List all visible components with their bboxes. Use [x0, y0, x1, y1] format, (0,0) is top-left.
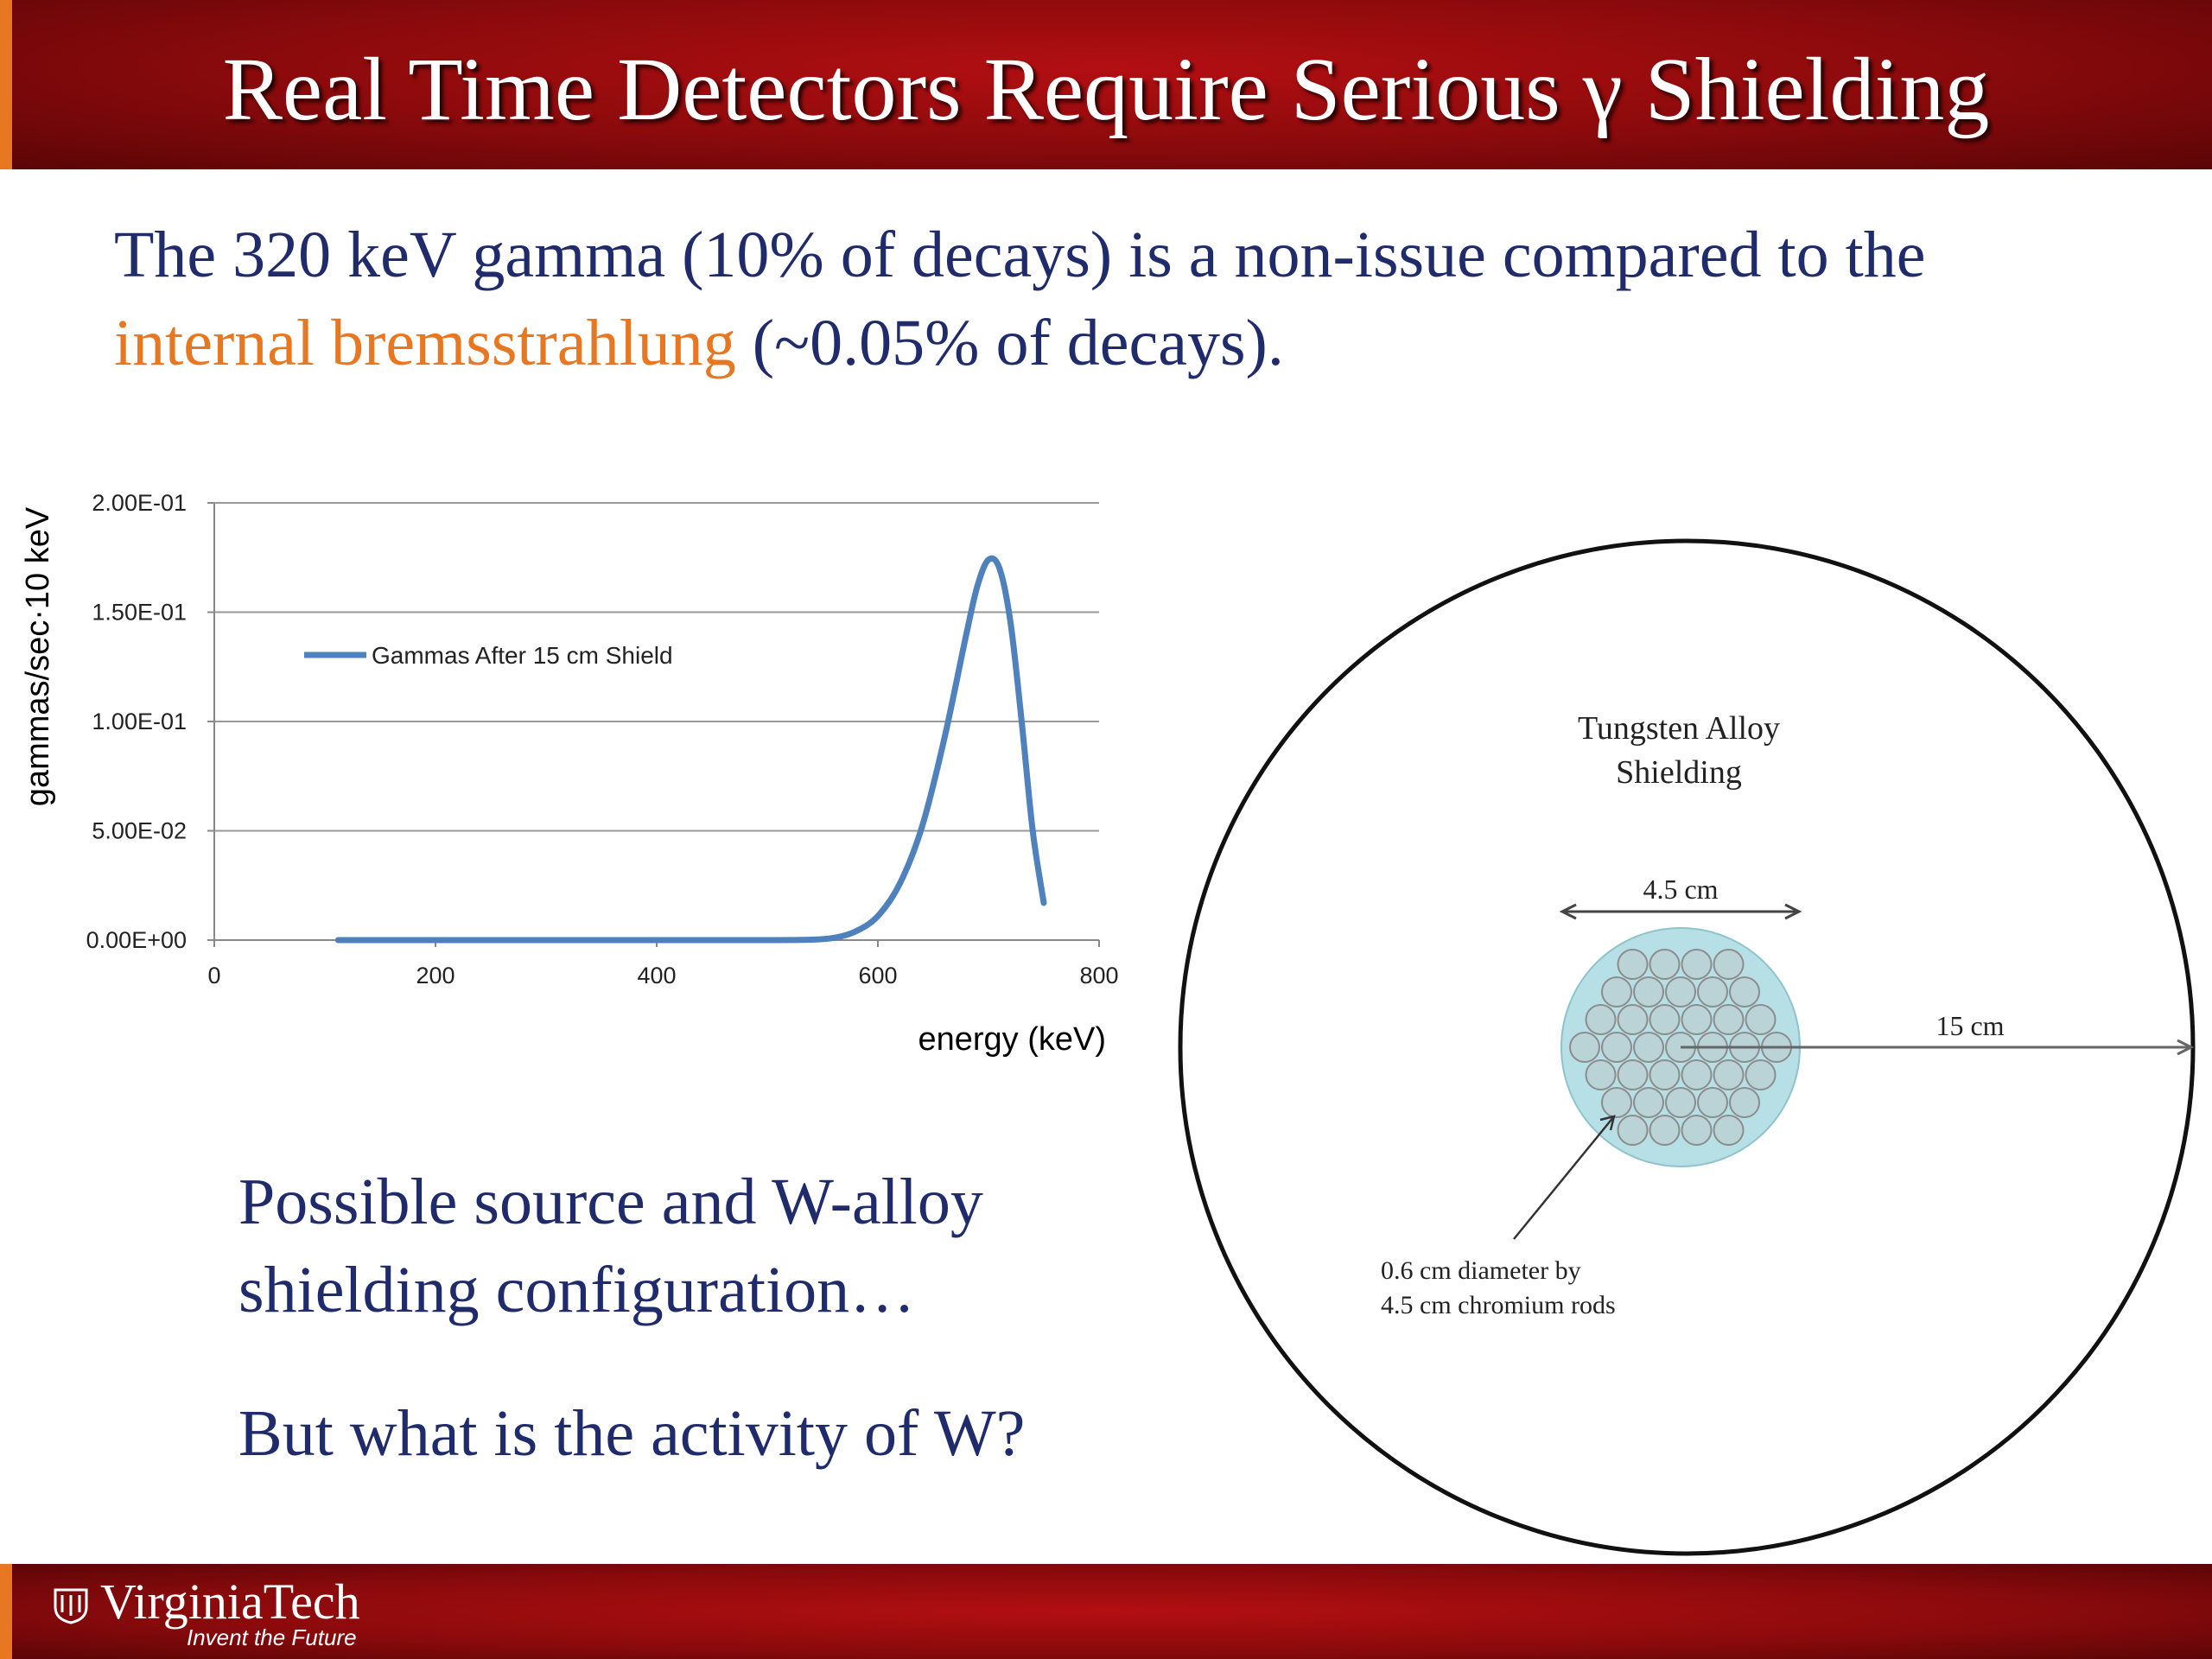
chromium-rod — [1618, 950, 1648, 979]
y-tick-label: 2.00E-01 — [92, 490, 187, 516]
chromium-rod — [1650, 1060, 1680, 1090]
chromium-rod — [1650, 1005, 1680, 1034]
rod-callout-arrow — [1514, 1116, 1614, 1239]
energy-spectrum-chart — [0, 467, 1149, 1089]
chart-legend — [304, 642, 673, 669]
chromium-rod — [1746, 1005, 1776, 1034]
chromium-rod — [1682, 1116, 1712, 1145]
chromium-rod — [1650, 950, 1680, 979]
x-tick-label: 400 — [637, 963, 677, 988]
chromium-rod — [1730, 977, 1759, 1007]
configuration-paragraph: Possible source and W-alloy shielding configuration… — [238, 1166, 983, 1326]
virginia-tech-logo — [52, 1574, 432, 1657]
x-axis-title: energy (keV) — [918, 1021, 1106, 1058]
rod-label-line2: 4.5 cm chromium rods — [1381, 1291, 1616, 1319]
chromium-rod — [1746, 1060, 1776, 1090]
chromium-rod — [1682, 1005, 1712, 1034]
shielding-diagram — [1158, 518, 2212, 1573]
y-axis-title: gammas/sec·10 keV — [20, 506, 56, 807]
chromium-rod — [1570, 1033, 1599, 1062]
x-tick-label: 600 — [858, 963, 898, 988]
legend-label: Gammas After 15 cm Shield — [372, 642, 673, 669]
chromium-rod — [1602, 977, 1631, 1007]
chromium-rod — [1602, 1033, 1631, 1062]
chromium-rod — [1634, 1033, 1663, 1062]
chromium-rod — [1634, 1088, 1663, 1117]
chromium-rod — [1618, 1060, 1648, 1090]
question-paragraph: But what is the activity of W? — [238, 1397, 1026, 1470]
chromium-rod — [1602, 1088, 1631, 1117]
chromium-rod — [1586, 1060, 1616, 1090]
material-label-line2: Shielding — [1616, 754, 1742, 791]
university-tagline: Invent the Future — [187, 1624, 357, 1650]
title-banner — [0, 0, 2212, 169]
chromium-rod — [1634, 977, 1663, 1007]
chromium-rod — [1714, 1116, 1744, 1145]
university-name: VirginiaTech — [100, 1573, 360, 1630]
y-tick-label: 5.00E-02 — [92, 817, 187, 844]
university-seal-icon — [52, 1586, 90, 1624]
x-tick-labels — [207, 940, 1118, 988]
chromium-rod — [1586, 1005, 1616, 1034]
chromium-rod — [1682, 950, 1712, 979]
material-label-line1: Tungsten Alloy — [1577, 710, 1781, 747]
chromium-rod — [1698, 977, 1727, 1007]
slide-title: Real Time Detectors Require Serious γ Shielding — [222, 40, 1990, 139]
chromium-rod — [1650, 1116, 1680, 1145]
chromium-rod — [1714, 950, 1744, 979]
chromium-rod — [1714, 1060, 1744, 1090]
y-tick-label: 1.50E-01 — [92, 599, 187, 626]
x-tick-label: 0 — [207, 963, 221, 988]
chromium-rod — [1618, 1116, 1648, 1145]
chromium-rod — [1698, 1088, 1727, 1117]
footer-accent-stripe — [0, 1564, 12, 1659]
intro-text-1: The 320 keV gamma (10% of decays) is a non-issue compared to the — [114, 219, 1926, 291]
intro-highlight: internal bremsstrahlung — [114, 307, 736, 379]
x-tick-label: 200 — [416, 963, 455, 988]
intro-paragraph — [114, 211, 2101, 387]
y-tick-label: 1.00E-01 — [92, 709, 187, 734]
intro-text-2: (~0.05% of decays). — [735, 307, 1284, 379]
y-tick-labels — [86, 490, 214, 953]
chromium-rod — [1618, 1005, 1648, 1034]
footer-bar — [0, 1564, 2212, 1659]
series-line — [338, 558, 1044, 940]
inner-diameter-label: 4.5 cm — [1643, 874, 1719, 905]
chromium-rod — [1730, 1088, 1759, 1117]
chromium-rod — [1666, 977, 1695, 1007]
x-tick-label: 800 — [1079, 963, 1119, 988]
chromium-rod — [1666, 1088, 1695, 1117]
chromium-rod — [1714, 1005, 1744, 1034]
rod-label-line1: 0.6 cm diameter by — [1381, 1256, 1581, 1285]
chromium-rod — [1682, 1060, 1712, 1090]
radius-label: 15 cm — [1936, 1010, 2005, 1041]
y-tick-label: 0.00E+00 — [86, 927, 187, 953]
